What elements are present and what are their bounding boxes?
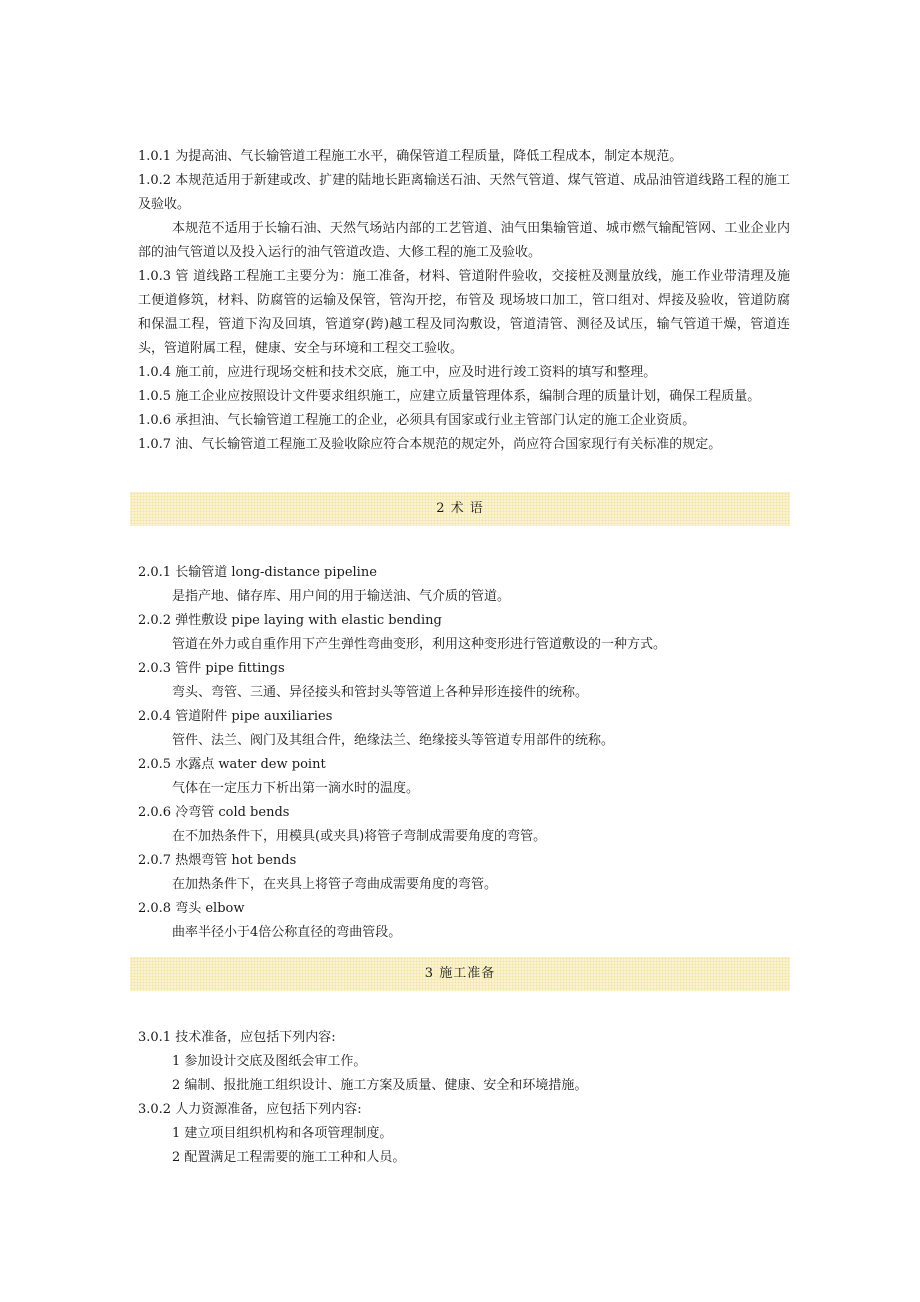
term-definition: 曲率半径小于4倍公称直径的弯曲管段。 bbox=[172, 925, 402, 940]
clause-1-0-6: 1.0.6 承担油、气长输管道工程施工的企业，必须具有国家或行业主管部门认定的施工企业资质。 bbox=[138, 413, 696, 428]
section-title: 3.0.2 人力资源准备，应包括下列内容: bbox=[138, 1102, 362, 1117]
term-definition: 是指产地、储存库、用户间的用于输送油、气介质的管道。 bbox=[172, 589, 511, 604]
section-item: 2 配置满足工程需要的施工工种和人员。 bbox=[172, 1150, 406, 1165]
term-title: 2.0.2 弹性敷设 pipe laying with elastic bending bbox=[138, 613, 442, 628]
chapter3-preparation bbox=[138, 1026, 790, 1170]
term-title: 2.0.4 管道附件 pipe auxiliaries bbox=[138, 709, 333, 724]
term-definition: 气体在一定压力下析出第一滴水时的温度。 bbox=[172, 781, 420, 796]
clause-1-0-5: 1.0.5 施工企业应按照设计文件要求组织施工，应建立质量管理体系，编制合理的质量计划，确保工程质量。 bbox=[138, 389, 761, 404]
term-definition: 在不加热条件下，用模具(或夹具)将管子弯制成需要角度的弯管。 bbox=[172, 829, 547, 844]
section-item: 1 建立项目组织机构和各项管理制度。 bbox=[172, 1126, 393, 1141]
clause-1-0-3: 1.0.3 管 道线路工程施工主要分为：施工准备，材料、管道附件验收，交接桩及测量放线，施工作业带清理及施工便道修筑，材料、防腐管的运输及保管，管沟开挖，布管及 现场坡口加工，管口组对、焊接及验收，管道防腐和保温工程，管道下沟及回填，管道穿(跨)越工程及同沟敷设，管道清管、测径及试压，输气管道干燥，管道连 头，管道附属工程，健康、安全与环境和工程交工验收。 bbox=[138, 269, 790, 356]
term-title: 2.0.5 水露点 water dew point bbox=[138, 757, 326, 772]
term-definition: 在加热条件下，在夹具上将管子弯曲成需要角度的弯管。 bbox=[172, 877, 498, 892]
chapter1-general bbox=[138, 145, 790, 457]
term-definition: 管件、法兰、阀门及其组合件，绝缘法兰、绝缘接头等管道专用部件的统称。 bbox=[172, 733, 615, 748]
term-title: 2.0.6 冷弯管 cold bends bbox=[138, 805, 290, 820]
term-title: 2.0.3 管件 pipe fittings bbox=[138, 661, 285, 676]
term-title: 2.0.1 长输管道 long-distance pipeline bbox=[138, 565, 377, 580]
chapter2-terms bbox=[138, 561, 790, 945]
chapter2-heading: 2 术 语 bbox=[130, 492, 790, 526]
section-item: 2 编制、报批施工组织设计、施工方案及质量、健康、安全和环境措施。 bbox=[172, 1078, 588, 1093]
clause-1-0-2-note: 本规范不适用于长输石油、天然气场站内部的工艺管道、油气田集输管道、城市燃气输配管网、工业企业内部的油气管道以及投入运行的油气管道改造、大修工程的施工及验收。 bbox=[138, 221, 790, 260]
chapter3-heading: 3 施工准备 bbox=[130, 957, 790, 991]
term-definition: 弯头、弯管、三通、异径接头和管封头等管道上各种异形连接件的统称。 bbox=[172, 685, 589, 700]
section-title: 3.0.1 技术准备，应包括下列内容: bbox=[138, 1030, 336, 1045]
clause-1-0-7: 1.0.7 油、气长输管道工程施工及验收除应符合本规范的规定外，尚应符合国家现行有关标准的规定。 bbox=[138, 437, 722, 452]
clause-1-0-2: 1.0.2 本规范适用于新建或改、扩建的陆地长距离输送石油、天然气管道、煤气管道、成品油管道线路工程的施工及验收。 bbox=[138, 173, 790, 212]
term-title: 2.0.7 热煨弯管 hot bends bbox=[138, 853, 297, 868]
clause-1-0-4: 1.0.4 施工前，应进行现场交桩和技术交底，施工中，应及时进行竣工资料的填写和整理。 bbox=[138, 365, 657, 380]
term-definition: 管道在外力或自重作用下产生弹性弯曲变形，利用这种变形进行管道敷设的一种方式。 bbox=[172, 637, 667, 652]
term-title: 2.0.8 弯头 elbow bbox=[138, 901, 245, 916]
section-item: 1 参加设计交底及图纸会审工作。 bbox=[172, 1054, 367, 1069]
clause-1-0-1: 1.0.1 为提高油、气长输管道工程施工水平，确保管道工程质量，降低工程成本，制定本规范。 bbox=[138, 149, 683, 164]
